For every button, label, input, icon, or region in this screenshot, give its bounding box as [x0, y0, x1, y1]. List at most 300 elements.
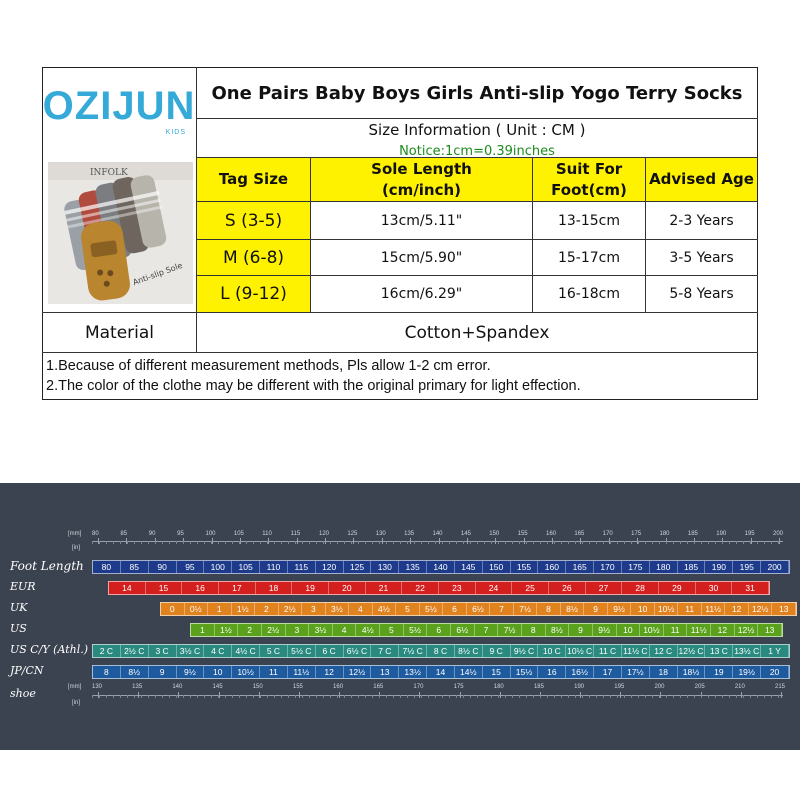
ruler-bottom-minor [596, 695, 597, 698]
size-cell: 19 [292, 582, 329, 594]
size-cell: 11½ [288, 666, 316, 678]
size-cell: 110 [260, 561, 288, 573]
ruler-top-minor [596, 541, 597, 544]
ruler-bottom-minor [99, 695, 100, 698]
ruler-top-minor [547, 541, 548, 544]
ruler-top-minor [99, 541, 100, 544]
ruler-bottom-minor [743, 695, 744, 698]
size-cell: 2 [255, 603, 279, 615]
ruler-bottom-tick [660, 692, 661, 698]
ruler-top-minor [337, 541, 338, 544]
ruler-bottom-minor [687, 695, 688, 698]
ruler-bottom-minor [477, 695, 478, 698]
row-label: JP/CN [10, 664, 44, 677]
size-cell: 11½ C [622, 645, 650, 657]
ruler-top-tick-label: 200 [773, 531, 784, 537]
ruler-bottom-minor [225, 695, 226, 698]
size-cell: 12½ C [678, 646, 704, 656]
ruler-top-minor [372, 541, 373, 544]
ruler-top-minor [778, 541, 779, 544]
ruler-bottom-minor [316, 695, 317, 698]
ruler-bottom-tick-label: 195 [614, 684, 625, 690]
ruler-top-minor [407, 541, 408, 544]
ruler-top-tick-label: 175 [631, 531, 642, 537]
ruler-bottom-minor [778, 695, 779, 698]
ruler-bottom-minor [379, 695, 380, 698]
ruler-bottom-tick-label: 145 [212, 684, 223, 690]
ruler-top-minor [750, 541, 751, 544]
ruler-bottom-minor [519, 695, 520, 698]
ruler-bottom-minor [498, 695, 499, 698]
ruler-top-minor [316, 541, 317, 544]
size-cell: 13 [371, 666, 399, 678]
size-cell: 150 [483, 561, 511, 573]
ruler-top-minor [638, 541, 639, 544]
ruler-top-minor [470, 541, 471, 544]
ruler-bottom-minor [757, 695, 758, 698]
size-cell: 170 [594, 561, 622, 573]
ruler-bottom-minor [729, 695, 730, 698]
tag-size-m: M (6-8) [197, 240, 310, 275]
ruler-top-minor [225, 541, 226, 544]
ruler-top-tick-label: 115 [290, 531, 301, 537]
ruler-bottom-minor [603, 695, 604, 698]
size-cell: 165 [566, 561, 594, 573]
ruler-bottom-minor [246, 695, 247, 698]
ruler-bottom-minor [624, 695, 625, 698]
ruler-top-minor [351, 541, 352, 544]
ruler-top-minor [526, 541, 527, 544]
ruler-bottom-minor [239, 695, 240, 698]
ruler-bottom-minor [162, 695, 163, 698]
ruler-bottom-minor [673, 695, 674, 698]
ruler-bottom-minor [610, 695, 611, 698]
ruler-bottom-minor [512, 695, 513, 698]
ruler-bottom-tick-label: 210 [734, 684, 745, 690]
ruler-top-tick-label: 165 [574, 531, 585, 537]
ruler-bottom-minor [540, 695, 541, 698]
size-cell: 19 [705, 666, 733, 678]
ruler-bottom-minor [218, 695, 219, 698]
ruler-top-tick-label: 185 [687, 531, 698, 537]
size-cell: 18 [650, 666, 678, 678]
size-cell: 9 [569, 624, 593, 636]
ruler-top-minor [414, 541, 415, 544]
ruler-top-minor [183, 541, 184, 544]
ruler-bottom-minor [148, 695, 149, 698]
size-cell: 16 [182, 582, 219, 594]
ruler-bottom-minor [463, 695, 464, 698]
ruler-top-minor [498, 541, 499, 544]
ruler-top-minor [92, 541, 93, 544]
ruler-bottom-minor [428, 695, 429, 698]
ruler-bottom-minor [736, 695, 737, 698]
row-label: shoe [10, 687, 36, 700]
header-suit-for-foot: Suit For Foot(cm) [533, 158, 645, 201]
ruler-bottom-minor [771, 695, 772, 698]
ruler-bottom-minor [204, 695, 205, 698]
ruler-bottom-minor [582, 695, 583, 698]
size-cell: 10½ [655, 603, 679, 615]
size-cell: 11½ [702, 603, 726, 615]
ruler-bottom-minor [92, 695, 93, 698]
size-cell: 3½ [326, 603, 350, 615]
size-cell: 155 [511, 561, 539, 573]
ruler-bottom-tick [500, 692, 501, 698]
size-cell: 1½ [232, 603, 256, 615]
row-label: UK [10, 601, 28, 614]
size-cell: 9½ C [511, 645, 539, 657]
ruler-bottom-minor [694, 695, 695, 698]
ruler-top-minor [344, 541, 345, 544]
ruler-bottom-minor [456, 695, 457, 698]
size-cell: 12 [711, 624, 735, 636]
ruler-top-minor [141, 541, 142, 544]
ruler-top-minor [204, 541, 205, 544]
ruler-top-minor [673, 541, 674, 544]
size-cell: 29 [659, 582, 696, 594]
ruler-top-minor [323, 541, 324, 544]
size-cell: 7 [475, 624, 499, 636]
size-cell: 5 [380, 624, 404, 636]
ruler-bottom-minor [358, 695, 359, 698]
ruler-top-tick-label: 135 [404, 531, 415, 537]
ruler-bottom-minor [505, 695, 506, 698]
size-cell: 13 [758, 624, 782, 636]
size-cell: 26 [549, 582, 586, 594]
size-cell: 17 [594, 666, 622, 678]
ruler-top-unit-mm: [mm] [68, 531, 82, 537]
ruler-top-minor [197, 541, 198, 544]
ruler-top-minor [540, 541, 541, 544]
size-cell: 1 [191, 624, 215, 636]
ruler-bottom-minor [351, 695, 352, 698]
size-cell: 16½ [566, 666, 594, 678]
size-cell: 8½ [121, 666, 149, 678]
ruler-bottom-minor [414, 695, 415, 698]
ruler-bottom-minor [288, 695, 289, 698]
size-cell: 12½ [344, 666, 372, 678]
size-cell: 18½ [678, 666, 706, 678]
ruler-top-unit-in: [in] [72, 545, 81, 551]
size-cell: 22 [402, 582, 439, 594]
size-cell: 25 [512, 582, 549, 594]
size-cell: 3 [302, 603, 326, 615]
ruler-top-tick [268, 538, 269, 544]
ruler-bottom-minor [470, 695, 471, 698]
foot-size-s: 13-15cm [557, 212, 620, 229]
ruler-bottom-minor [344, 695, 345, 698]
foot-size-l: 16-18cm [557, 286, 620, 302]
ruler-top-minor [645, 541, 646, 544]
size-cell: 7½ [498, 624, 522, 636]
header-sole-length: Sole Length (cm/inch) [311, 158, 532, 201]
size-cell: 4 [349, 603, 373, 615]
ruler-top-tick [353, 538, 354, 544]
notice-text: Notice:1cm=0.39inches [399, 144, 555, 157]
ruler-top-minor [610, 541, 611, 544]
ruler-top-minor [330, 541, 331, 544]
size-cell: 10½ C [567, 646, 593, 656]
sole-length-s: 13cm/5.11" [380, 212, 463, 229]
ruler-top-minor [106, 541, 107, 544]
ruler-bottom-minor [491, 695, 492, 698]
size-cell: 2 [238, 624, 262, 636]
ruler-top-tick [467, 538, 468, 544]
size-cell: 8 [522, 624, 546, 636]
ruler-top-minor [659, 541, 660, 544]
size-cell: 5 [396, 603, 420, 615]
size-cell: 18 [256, 582, 293, 594]
size-cell: 12½ [735, 624, 759, 636]
sole-length-m: 15cm/5.90" [380, 249, 463, 266]
ruler-bottom-tick [178, 692, 179, 698]
ruler-bottom-minor [106, 695, 107, 698]
size-info-text: Size Information ( Unit : CM ) [368, 121, 586, 139]
ruler-bottom-minor [393, 695, 394, 698]
ruler-top-tick [552, 538, 553, 544]
ruler-top-minor [652, 541, 653, 544]
size-cell: 6 C [316, 645, 344, 657]
ruler-bottom-tick-label: 190 [574, 684, 585, 690]
ruler-bottom-tick-label: 150 [252, 684, 263, 690]
ruler-top-minor [743, 541, 744, 544]
size-cell: 17 [219, 582, 256, 594]
ruler-top-tick-label: 170 [602, 531, 613, 537]
ruler-top-tick-label: 195 [744, 531, 755, 537]
ruler-bottom-minor [526, 695, 527, 698]
size-cell: 16 [538, 666, 566, 678]
ruler-bottom-minor [400, 695, 401, 698]
ruler-bottom-tick [299, 692, 300, 698]
size-cell: 6½ [467, 603, 491, 615]
ruler-bottom-minor [281, 695, 282, 698]
ruler-top-minor [701, 541, 702, 544]
size-cell: 195 [733, 561, 761, 573]
size-cell: 5½ [420, 603, 444, 615]
ruler-bottom-tick [339, 692, 340, 698]
size-cell: 9 C [483, 645, 511, 657]
ruler-top-tick [240, 538, 241, 544]
ruler-top-minor [603, 541, 604, 544]
size-cell: 13½ C [734, 646, 760, 656]
ruler-bottom-minor [568, 695, 569, 698]
ruler-bottom-unit-in: [in] [72, 700, 81, 706]
ruler-top-minor [764, 541, 765, 544]
ruler-top-minor [568, 541, 569, 544]
ruler-top-minor [484, 541, 485, 544]
ruler-top-tick-label: 180 [659, 531, 670, 537]
product-caption: Anti-slip Sole [131, 260, 184, 288]
ruler-bottom-tick-label: 205 [694, 684, 705, 690]
size-cell: 17½ [622, 666, 650, 678]
size-cell: 19½ [733, 666, 761, 678]
ruler-top-tick [382, 538, 383, 544]
size-cell: 5½ C [288, 645, 316, 657]
ruler-top-minor [253, 541, 254, 544]
ruler-top-minor [442, 541, 443, 544]
ruler-bottom-minor [631, 695, 632, 698]
ruler-top-minor [267, 541, 268, 544]
size-cell: 23 [439, 582, 476, 594]
ruler-bottom-tick-label: 200 [654, 684, 665, 690]
ruler-bottom-minor [449, 695, 450, 698]
product-brand-text: INFOLK [90, 168, 128, 178]
size-cell: 11 [260, 666, 288, 678]
material-label: Material [84, 322, 155, 343]
ruler-top-minor [113, 541, 114, 544]
size-cell: 10 [631, 603, 655, 615]
ruler-bottom-minor [421, 695, 422, 698]
size-cell: 15½ [511, 666, 539, 678]
ruler-top-minor [155, 541, 156, 544]
header-advised-age: Advised Age [646, 158, 757, 201]
ruler-bottom-tick [620, 692, 621, 698]
age-l: 5-8 Years [669, 286, 734, 302]
ruler-bottom-minor [309, 695, 310, 698]
ruler-top-tick-label: 95 [177, 531, 184, 537]
size-cell: 15 [483, 666, 511, 678]
row-label: Foot Length [10, 559, 84, 573]
size-cell: 0½ [185, 603, 209, 615]
size-cell: 9½ [177, 666, 205, 678]
ruler-top-minor [393, 541, 394, 544]
ruler-top-minor [260, 541, 261, 544]
ruler-bottom-minor [302, 695, 303, 698]
ruler-top-minor [358, 541, 359, 544]
ruler-bottom-minor [708, 695, 709, 698]
ruler-top-minor [400, 541, 401, 544]
size-cell: 15 [146, 582, 183, 594]
size-cell: 85 [121, 561, 149, 573]
ruler-bottom-minor [274, 695, 275, 698]
ruler-bottom-unit-mm: [mm] [68, 684, 82, 690]
tag-size-l: L (9-12) [197, 276, 310, 312]
size-cell: 0 [161, 603, 185, 615]
ruler-bottom-tick-label: 175 [453, 684, 464, 690]
ruler-top-tick-label: 85 [120, 531, 128, 537]
ruler-bottom-minor [561, 695, 562, 698]
ruler-bottom-minor [323, 695, 324, 698]
size-cell: 7½ C [399, 645, 427, 657]
size-cell: 115 [288, 561, 316, 573]
size-cell: 10 C [538, 645, 566, 657]
ruler-bottom-minor [127, 695, 128, 698]
size-cell: 9 [149, 666, 177, 678]
size-cell: 12 C [650, 645, 678, 657]
size-cell: 4½ C [232, 645, 260, 657]
ruler-top-minor [757, 541, 758, 544]
tag-size-s: S (3-5) [197, 202, 310, 239]
ruler-bottom-minor [232, 695, 233, 698]
size-cell: 5 C [260, 645, 288, 657]
product-title: One Pairs Baby Boys Girls Anti-slip Yogo Terry Socks [211, 82, 743, 104]
ruler-bottom-minor [190, 695, 191, 698]
size-cell: 8 [93, 666, 121, 678]
size-cell: 3½ C [177, 645, 205, 657]
size-cell: 145 [455, 561, 483, 573]
ruler-bottom-tick [460, 692, 461, 698]
ruler-top-tick-label: 125 [347, 531, 358, 537]
ruler-bottom-tick-label: 185 [533, 684, 544, 690]
row-label: US C/Y (Athl.) [10, 643, 89, 656]
ruler-bottom-tick [580, 692, 581, 698]
ruler-top-tick-label: 190 [716, 531, 727, 537]
ruler-top-minor [428, 541, 429, 544]
ruler-top-minor [386, 541, 387, 544]
ruler-top-minor [463, 541, 464, 544]
ruler-top-minor [162, 541, 163, 544]
size-cell: 14½ [455, 666, 483, 678]
size-cell: 12 [316, 666, 344, 678]
material-value: Cotton+Spandex [404, 322, 550, 343]
ruler-top-minor [274, 541, 275, 544]
size-cell: 14 [427, 666, 455, 678]
ruler-bottom-minor [260, 695, 261, 698]
size-cell: 9½ [608, 603, 632, 615]
ruler-bottom-minor [435, 695, 436, 698]
ruler-top-minor [379, 541, 380, 544]
size-cell: 120 [316, 561, 344, 573]
size-cell: 11 [678, 603, 702, 615]
size-cell: 190 [705, 561, 733, 573]
size-cell: 11½ [687, 624, 711, 636]
ruler-top-minor [127, 541, 128, 544]
size-cell: 80 [93, 561, 121, 573]
ruler-top-tick [779, 538, 780, 544]
size-cell: 4½ [373, 603, 397, 615]
ruler-bottom-minor [372, 695, 373, 698]
size-cell: 31 [732, 582, 769, 594]
ruler-bottom-minor [750, 695, 751, 698]
ruler-bottom-minor [197, 695, 198, 698]
ruler-top-minor [680, 541, 681, 544]
ruler-top-tick-label: 145 [460, 531, 471, 537]
ruler-top-minor [435, 541, 436, 544]
ruler-bottom-minor [365, 695, 366, 698]
size-cell: 90 [149, 561, 177, 573]
ruler-bottom-minor [120, 695, 121, 698]
ruler-top-minor [736, 541, 737, 544]
ruler-top-minor [505, 541, 506, 544]
size-cell: 1 Y [761, 645, 789, 657]
size-cell: 20 [761, 666, 789, 678]
brand-name: OZIJUN [42, 84, 196, 128]
ruler-top-minor [190, 541, 191, 544]
size-cell: 10½ [232, 666, 260, 678]
size-cell: 6 [427, 624, 451, 636]
size-cell: 4½ [356, 624, 380, 636]
ruler-top-tick-label: 130 [375, 531, 386, 537]
ruler-top-minor [288, 541, 289, 544]
ruler-bottom-minor [267, 695, 268, 698]
age-s: 2-3 Years [669, 212, 734, 229]
ruler-bottom-minor [211, 695, 212, 698]
size-cell: 3½ [309, 624, 333, 636]
ruler-bottom-minor [169, 695, 170, 698]
ruler-top-minor [449, 541, 450, 544]
size-cell: 24 [476, 582, 513, 594]
ruler-bottom-minor [330, 695, 331, 698]
ruler-bottom-minor [386, 695, 387, 698]
size-cell: 7 [490, 603, 514, 615]
ruler-top-minor [519, 541, 520, 544]
ruler-bottom-minor [666, 695, 667, 698]
ruler-bottom-tick [781, 692, 782, 698]
size-cell: 180 [650, 561, 678, 573]
ruler-top-tick [297, 538, 298, 544]
ruler-top-minor [554, 541, 555, 544]
